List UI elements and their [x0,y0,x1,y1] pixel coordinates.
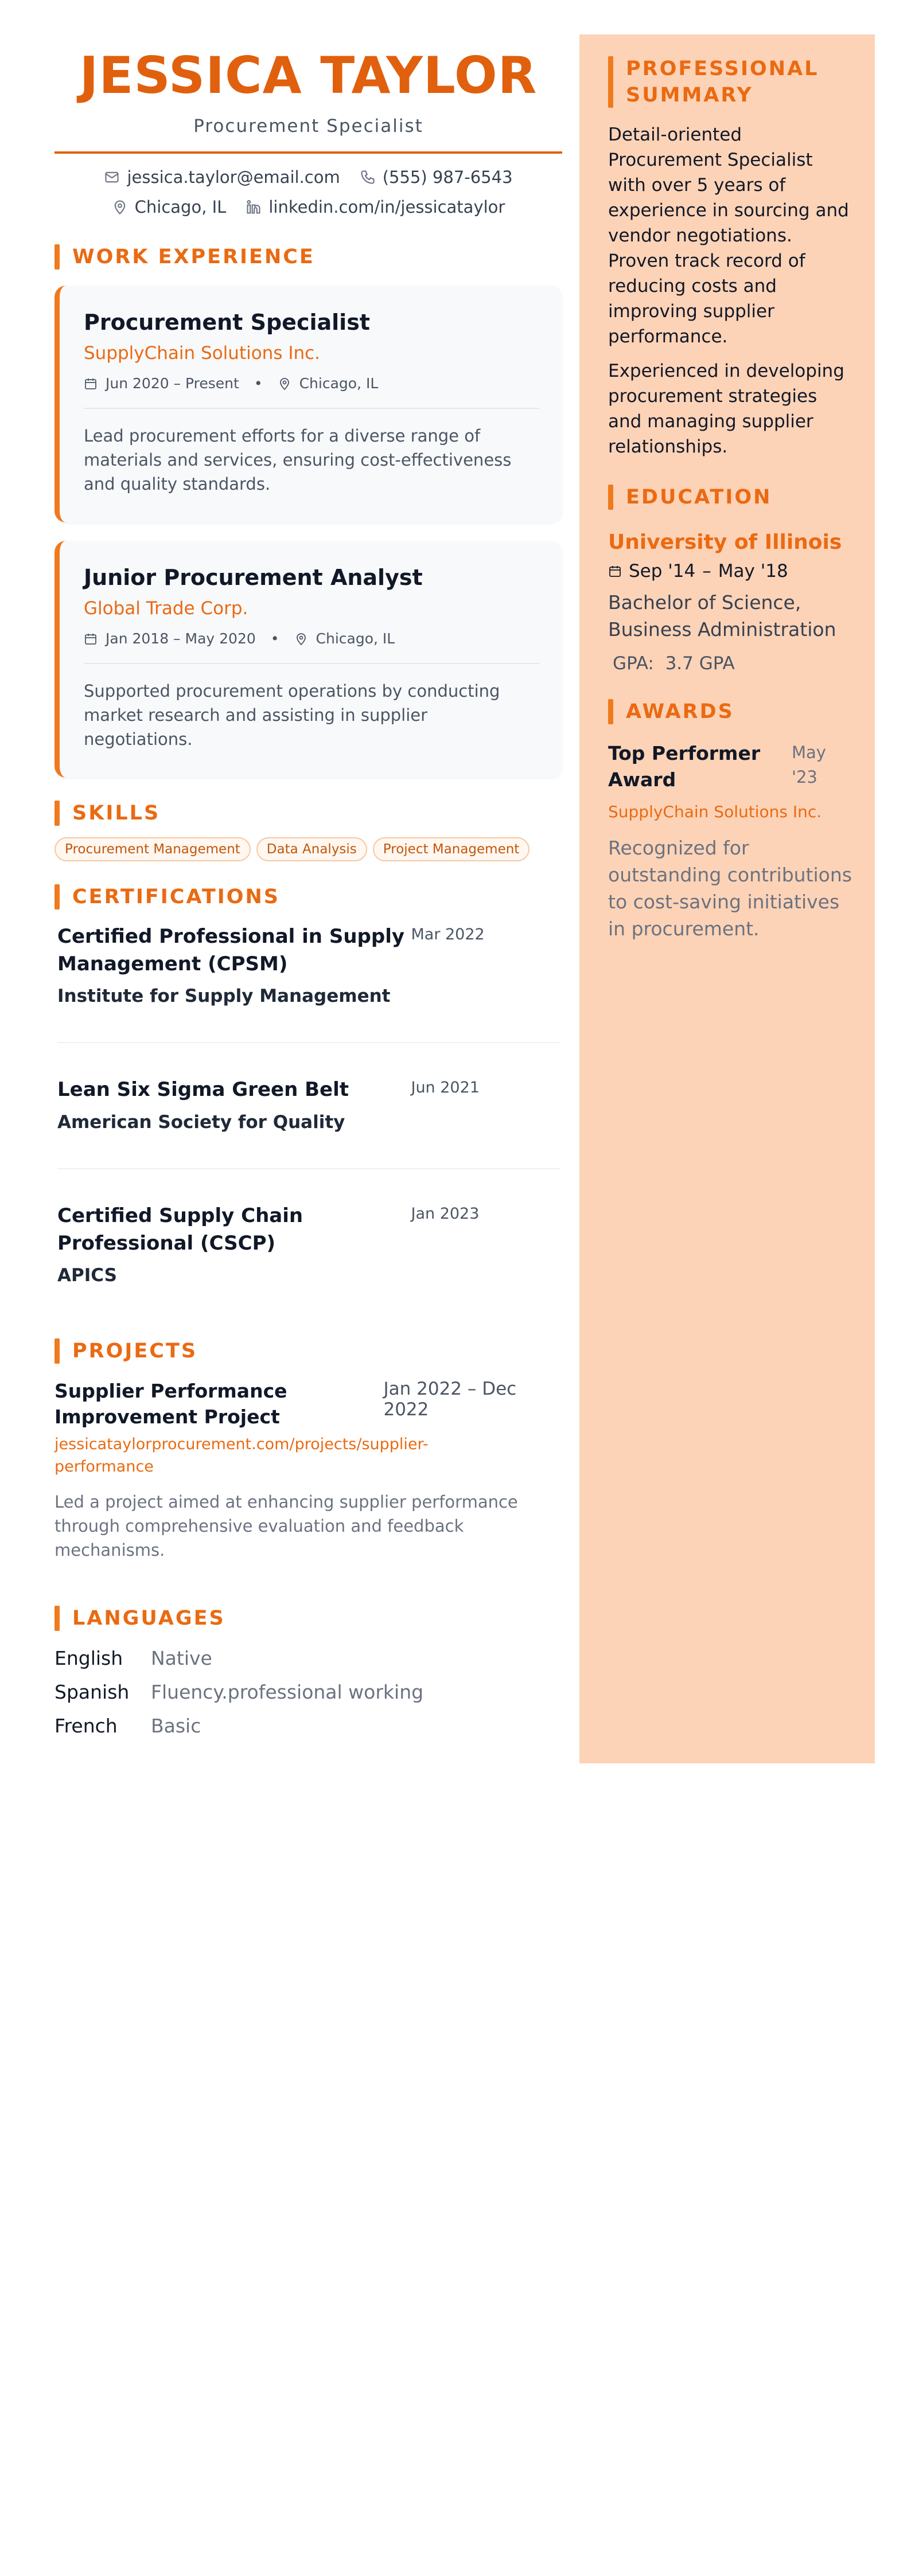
section-title-text: PROFESSIONAL SUMMARY [626,57,819,107]
education-school: University of Illinois [608,530,842,554]
language-level: Native [151,1646,212,1669]
section-title-summary [608,56,855,108]
date-separator: – [702,560,711,581]
languages-list [54,1647,562,1737]
summary-block [608,122,855,459]
phone-icon [360,169,376,185]
linkedin-icon [246,199,262,215]
education-start: Sep '14 [629,560,696,581]
contact-location [112,197,227,217]
certification-name: Certified Professional in Supply Management (CPSM) [57,925,405,975]
certification-name: Certified Supply Chain Professional (CSCP) [57,1204,303,1255]
project-description: Led a project aimed at enhancing supplier performance through comprehensive evaluation and feedback mechanisms. [54,1492,518,1560]
job-location: Chicago, IL [316,630,395,647]
map-pin-icon [112,199,128,215]
language-row [54,1647,562,1669]
education-degree: Bachelor of Science, Business Administration [608,591,836,641]
project-link[interactable]: jessicataylorprocurement.com/projects/supplier-performance [54,1435,429,1476]
language-name: English [54,1646,123,1669]
phone-text: (555) 987-6543 [382,167,513,187]
map-pin-icon [278,377,291,391]
calendar-icon [608,564,622,578]
skill-tag: Procurement Management [54,837,251,861]
award-description: Recognized for outstanding contributions to cost-saving initiatives in procurement. [608,837,852,940]
language-level: Basic [151,1714,201,1737]
language-row [54,1715,562,1737]
summary-paragraph: Experienced in developing procurement strategies and managing supplier relationships. [608,361,844,458]
certification-org: American Society for Quality [57,1112,345,1133]
certification-item [54,1076,562,1133]
job-meta [84,375,539,392]
skill-tag: Data Analysis [256,837,367,861]
certification-org: Institute for Supply Management [57,986,391,1007]
calendar-icon [84,377,98,391]
award-date: May '23 [792,742,826,787]
education-gpa [608,653,855,674]
certification-divider [57,1168,559,1169]
language-row [54,1681,562,1703]
section-title-text: AWARDS [626,700,734,724]
map-pin-icon [294,632,308,646]
contact-email[interactable] [104,167,340,187]
job-title: Junior Procurement Analyst [84,565,423,591]
award-item [608,740,855,943]
education-dates [608,561,855,581]
certification-item [54,923,562,1006]
certification-date: Jun 2021 [411,1079,480,1097]
award-title: Top Performer Award [608,741,761,791]
section-accent-bar [608,699,613,724]
project-dates: Jan 2022 – Dec 2022 [383,1379,517,1420]
job-divider [84,663,539,664]
section-title-education [608,485,855,511]
certification-name: Lean Six Sigma Green Belt [57,1078,349,1102]
job-description: Supported procurement operations by conducting market research and assisting in supplier negotiations. [84,681,500,750]
job-divider [84,408,539,409]
education-end: May '18 [718,560,788,581]
certification-org: APICS [57,1265,117,1286]
certification-date: Mar 2022 [411,926,485,944]
linkedin-text: linkedin.com/in/jessicataylor [268,197,505,217]
language-level: Fluency.professional working [151,1680,424,1703]
job-company: Global Trade Corp. [84,598,248,619]
calendar-icon [84,632,98,646]
section-title-text: CERTIFICATIONS [72,885,281,909]
certification-item [54,1203,562,1286]
project-item [54,1379,562,1562]
job-dates: Jan 2018 – May 2020 [106,630,256,647]
award-org: SupplyChain Solutions Inc. [608,802,822,822]
skills-list [54,837,562,861]
section-title-certifications [54,884,562,910]
main-column [54,46,562,1748]
gpa-label: GPA: [613,653,654,674]
mail-icon [104,169,120,185]
meta-separator: • [270,630,279,647]
section-accent-bar [54,884,60,910]
experience-card [54,286,562,522]
section-accent-bar [608,485,613,510]
job-dates: Jun 2020 – Present [106,375,239,392]
job-description: Lead procurement efforts for a diverse range of materials and services, ensuring cost-effectiveness and quality standards. [84,426,512,494]
certification-divider [57,1042,559,1043]
contact-linkedin[interactable] [246,197,505,217]
language-name: Spanish [54,1680,130,1703]
section-accent-bar [608,56,613,108]
gpa-value: 3.7 GPA [665,653,735,674]
section-title-text: PROJECTS [72,1340,198,1363]
section-accent-bar [54,244,60,270]
candidate-name: JESSICA TAYLOR [79,46,538,105]
job-title: Procurement Specialist [84,310,370,335]
certification-date: Jan 2023 [411,1205,480,1223]
section-title-awards [608,699,855,725]
section-title-experience [54,244,562,270]
section-accent-bar [54,1606,60,1631]
section-title-text: SKILLS [72,802,161,825]
section-accent-bar [54,801,60,826]
contact-phone[interactable] [360,167,513,187]
section-title-languages [54,1606,562,1631]
project-name: Supplier Performance Improvement Project [54,1380,287,1428]
summary-paragraph: Detail-oriented Procurement Specialist with over 5 years of experience in sourcing and vendor negotiations. Proven track record of reducing costs and improving supplier performance. [608,124,849,348]
contact-info [54,167,562,217]
language-name: French [54,1714,118,1737]
meta-separator: • [254,375,263,392]
location-text: Chicago, IL [134,197,227,217]
section-title-text: LANGUAGES [72,1606,225,1630]
header-divider [54,151,562,154]
section-title-text: EDUCATION [626,486,772,509]
section-title-projects [54,1338,562,1364]
job-company: SupplyChain Solutions Inc. [84,343,321,364]
sidebar [579,34,875,1763]
email-text: jessica.taylor@email.com [127,167,340,187]
candidate-role: Procurement Specialist [193,116,423,136]
education-item [608,530,855,674]
job-meta [84,630,539,647]
experience-card [54,541,562,778]
section-title-skills [54,801,562,826]
section-title-text: WORK EXPERIENCE [72,245,315,268]
job-location: Chicago, IL [299,375,379,392]
section-accent-bar [54,1338,60,1364]
skill-tag: Project Management [373,837,530,861]
